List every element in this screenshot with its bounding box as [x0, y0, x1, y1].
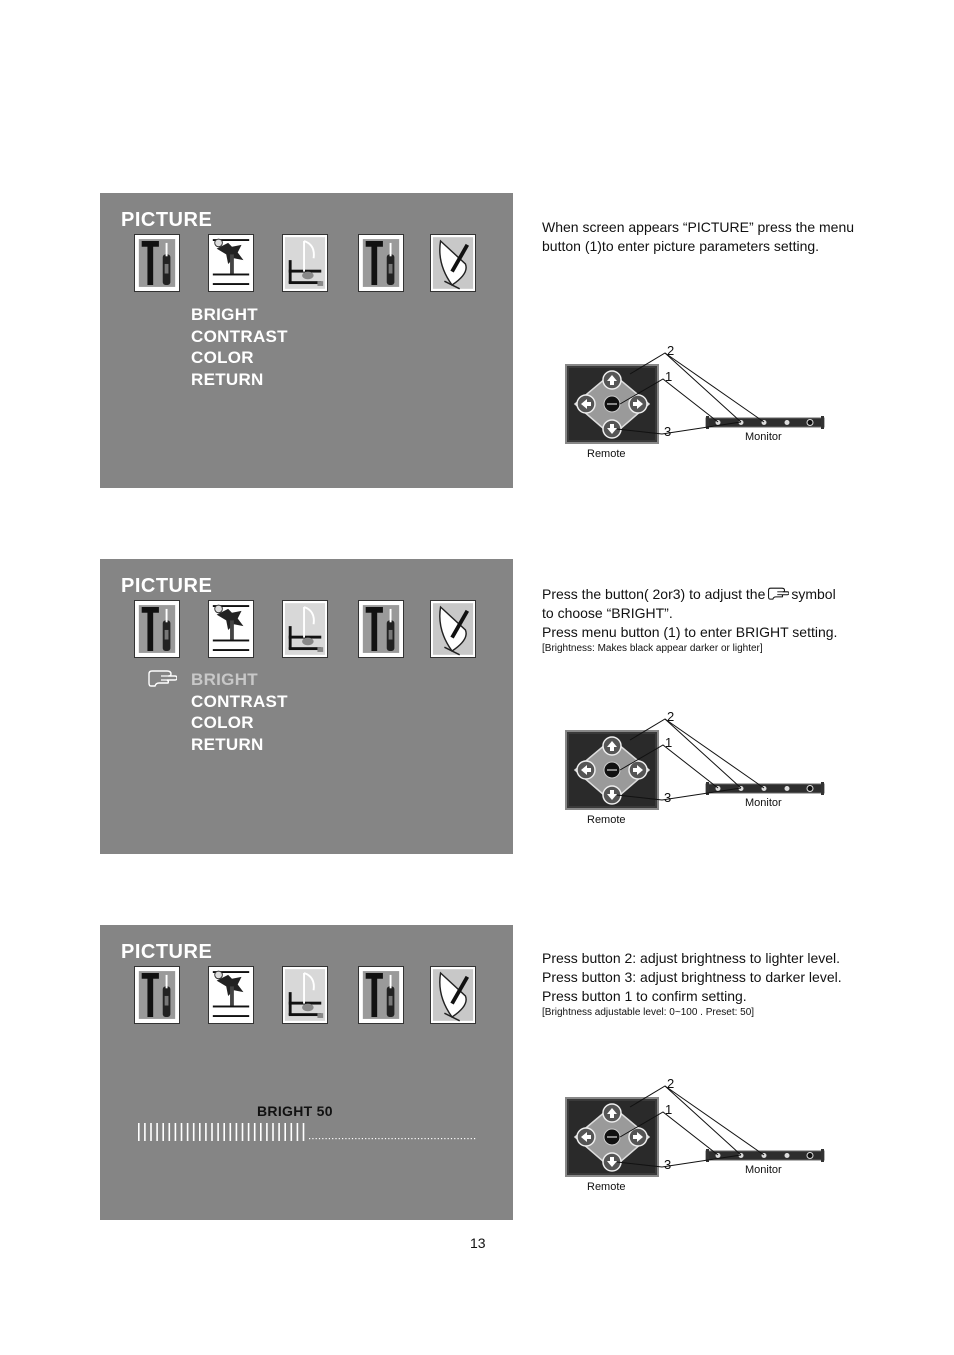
- level-dot: [378, 1138, 379, 1139]
- button-number-3: 3: [664, 790, 672, 805]
- level-tick: [138, 1123, 140, 1141]
- level-dot: [345, 1138, 346, 1139]
- menu-item-bright[interactable]: BRIGHT: [191, 670, 258, 689]
- level-tick: [303, 1123, 305, 1141]
- level-tick: [242, 1123, 244, 1141]
- osd-menu: [191, 669, 288, 755]
- level-dot: [355, 1138, 356, 1139]
- hammer-antenna-icon: [208, 600, 254, 658]
- level-tick: [260, 1123, 262, 1141]
- level-dot: [408, 1138, 409, 1139]
- level-dot: [421, 1138, 422, 1139]
- level-dot: [441, 1138, 442, 1139]
- level-dot: [458, 1138, 459, 1139]
- remote-label: Remote: [587, 448, 626, 460]
- osd-title: PICTURE: [121, 575, 213, 597]
- osd-screen-picture-2: [100, 559, 513, 854]
- level-dot: [362, 1138, 363, 1139]
- level-tick: [272, 1123, 274, 1141]
- level-dot: [418, 1138, 419, 1139]
- level-dot: [451, 1138, 452, 1139]
- bright-value-label: BRIGHT 50: [257, 1103, 333, 1119]
- level-tick: [144, 1123, 146, 1141]
- level-tick: [291, 1123, 293, 1141]
- step-3-description: [542, 949, 887, 1020]
- description-line-3: Press menu button (1) to enter BRIGHT setting.: [542, 624, 838, 640]
- control-diagram: [565, 709, 830, 829]
- osd-screen-picture-3: [100, 925, 513, 1220]
- level-dot: [461, 1138, 462, 1139]
- level-dot: [401, 1138, 402, 1139]
- description-text: symbol: [791, 586, 836, 602]
- level-dot: [411, 1138, 412, 1139]
- music-note-icon: [282, 600, 328, 658]
- level-dot: [382, 1138, 383, 1139]
- monitor-label: Monitor: [745, 431, 782, 443]
- level-tick: [175, 1123, 177, 1141]
- level-dot: [395, 1138, 396, 1139]
- level-dot: [392, 1138, 393, 1139]
- level-dot: [388, 1138, 389, 1139]
- level-dot: [375, 1138, 376, 1139]
- music-note-icon: [282, 234, 328, 292]
- level-tick: [181, 1123, 183, 1141]
- level-tick: [297, 1123, 299, 1141]
- tools-icon: [134, 600, 180, 658]
- osd-title: PICTURE: [121, 209, 213, 231]
- description-line-1: [542, 585, 887, 604]
- level-dot: [335, 1138, 336, 1139]
- menu-item-contrast[interactable]: CONTRAST: [191, 326, 288, 346]
- hammer-antenna-icon: [208, 234, 254, 292]
- monitor-label: Monitor: [745, 797, 782, 809]
- pointing-hand-icon: [147, 668, 177, 690]
- description-line-3: Press button 1 to confirm setting.: [542, 988, 747, 1004]
- osd-menu: [191, 304, 288, 390]
- level-dot: [398, 1138, 399, 1139]
- description-line-1: Press button 2: adjust brightness to lighter level.: [542, 950, 841, 966]
- level-tick: [223, 1123, 225, 1141]
- level-dot: [352, 1138, 353, 1139]
- osd-title: PICTURE: [121, 941, 213, 963]
- level-dot: [474, 1138, 475, 1139]
- level-dot: [385, 1138, 386, 1139]
- level-dot: [365, 1138, 366, 1139]
- level-dot: [464, 1138, 465, 1139]
- level-tick: [205, 1123, 207, 1141]
- tools-icon: [358, 966, 404, 1024]
- level-tick: [169, 1123, 171, 1141]
- level-tick: [187, 1123, 189, 1141]
- level-tick: [193, 1123, 195, 1141]
- button-number-2: 2: [667, 1076, 675, 1091]
- step-2-description: [542, 585, 887, 656]
- description-line-2: to choose “BRIGHT”.: [542, 605, 673, 621]
- level-dot: [309, 1138, 310, 1139]
- level-tick: [217, 1123, 219, 1141]
- satellite-dish-icon: [430, 600, 476, 658]
- level-dot: [434, 1138, 435, 1139]
- satellite-dish-icon: [430, 966, 476, 1024]
- menu-item-return[interactable]: RETURN: [191, 734, 264, 754]
- level-dot: [312, 1138, 313, 1139]
- remote-label: Remote: [587, 814, 626, 826]
- level-dot: [342, 1138, 343, 1139]
- step-1-description: [542, 218, 887, 256]
- remote-and-monitor-graphic: [565, 1076, 830, 1196]
- level-dot: [444, 1138, 445, 1139]
- satellite-dish-icon: [430, 234, 476, 292]
- level-dot: [438, 1138, 439, 1139]
- monitor-label: Monitor: [745, 1164, 782, 1176]
- music-note-icon: [282, 966, 328, 1024]
- level-dot: [332, 1138, 333, 1139]
- level-dot: [359, 1138, 360, 1139]
- tools-icon: [134, 966, 180, 1024]
- level-tick: [236, 1123, 238, 1141]
- button-number-3: 3: [664, 424, 672, 439]
- tools-icon: [358, 600, 404, 658]
- remote-label: Remote: [587, 1181, 626, 1193]
- hammer-antenna-icon: [208, 966, 254, 1024]
- level-tick: [284, 1123, 286, 1141]
- level-tick: [211, 1123, 213, 1141]
- level-tick: [150, 1123, 152, 1141]
- tools-icon: [358, 234, 404, 292]
- level-dot: [319, 1138, 320, 1139]
- button-number-3: 3: [664, 1157, 672, 1172]
- button-number-1: 1: [665, 1102, 673, 1117]
- level-tick: [199, 1123, 201, 1141]
- level-tick: [266, 1123, 268, 1141]
- level-dot: [428, 1138, 429, 1139]
- control-diagram: [565, 343, 830, 463]
- level-dot: [316, 1138, 317, 1139]
- level-dot: [415, 1138, 416, 1139]
- level-tick: [248, 1123, 250, 1141]
- level-dot: [322, 1138, 323, 1139]
- brightness-level-bar[interactable]: [137, 1123, 477, 1141]
- level-dot: [368, 1138, 369, 1139]
- remote-and-monitor-graphic: [565, 343, 830, 463]
- level-dot: [372, 1138, 373, 1139]
- menu-item-color[interactable]: COLOR: [191, 713, 254, 732]
- level-dot: [471, 1138, 472, 1139]
- level-tick: [230, 1123, 232, 1141]
- menu-item-color[interactable]: COLOR: [191, 348, 254, 367]
- button-number-1: 1: [665, 369, 673, 384]
- menu-item-contrast[interactable]: CONTRAST: [191, 691, 288, 711]
- osd-screen-picture-1: [100, 193, 513, 488]
- level-dot: [326, 1138, 327, 1139]
- button-number-2: 2: [667, 709, 675, 724]
- level-dot: [448, 1138, 449, 1139]
- level-tick: [278, 1123, 280, 1141]
- level-tick: [162, 1123, 164, 1141]
- control-diagram: [565, 1076, 830, 1196]
- description-note: [Brightness adjustable level: 0~100 . Preset: 50]: [542, 1007, 755, 1018]
- level-tick: [156, 1123, 158, 1141]
- description-note: [Brightness: Makes black appear darker or lighter]: [542, 643, 763, 654]
- description-line-2: Press button 3: adjust brightness to darker level.: [542, 969, 842, 985]
- menu-item-bright[interactable]: BRIGHT: [191, 305, 258, 324]
- level-dot: [425, 1138, 426, 1139]
- pointing-hand-icon: [765, 586, 791, 602]
- page-number: 13: [470, 1235, 486, 1251]
- level-dot: [349, 1138, 350, 1139]
- description-text: When screen appears “PICTURE” press the menu button (1)to enter picture parameters setting.: [542, 219, 855, 254]
- tools-icon: [134, 234, 180, 292]
- level-dot: [339, 1138, 340, 1139]
- level-tick: [254, 1123, 256, 1141]
- level-dot: [329, 1138, 330, 1139]
- level-dot: [431, 1138, 432, 1139]
- button-number-1: 1: [665, 735, 673, 750]
- remote-and-monitor-graphic: [565, 709, 830, 829]
- level-dot: [405, 1138, 406, 1139]
- menu-item-return[interactable]: RETURN: [191, 369, 264, 389]
- level-dot: [467, 1138, 468, 1139]
- button-number-2: 2: [667, 343, 675, 358]
- description-text: Press the button( 2or3) to adjust the: [542, 586, 766, 602]
- level-dot: [454, 1138, 455, 1139]
